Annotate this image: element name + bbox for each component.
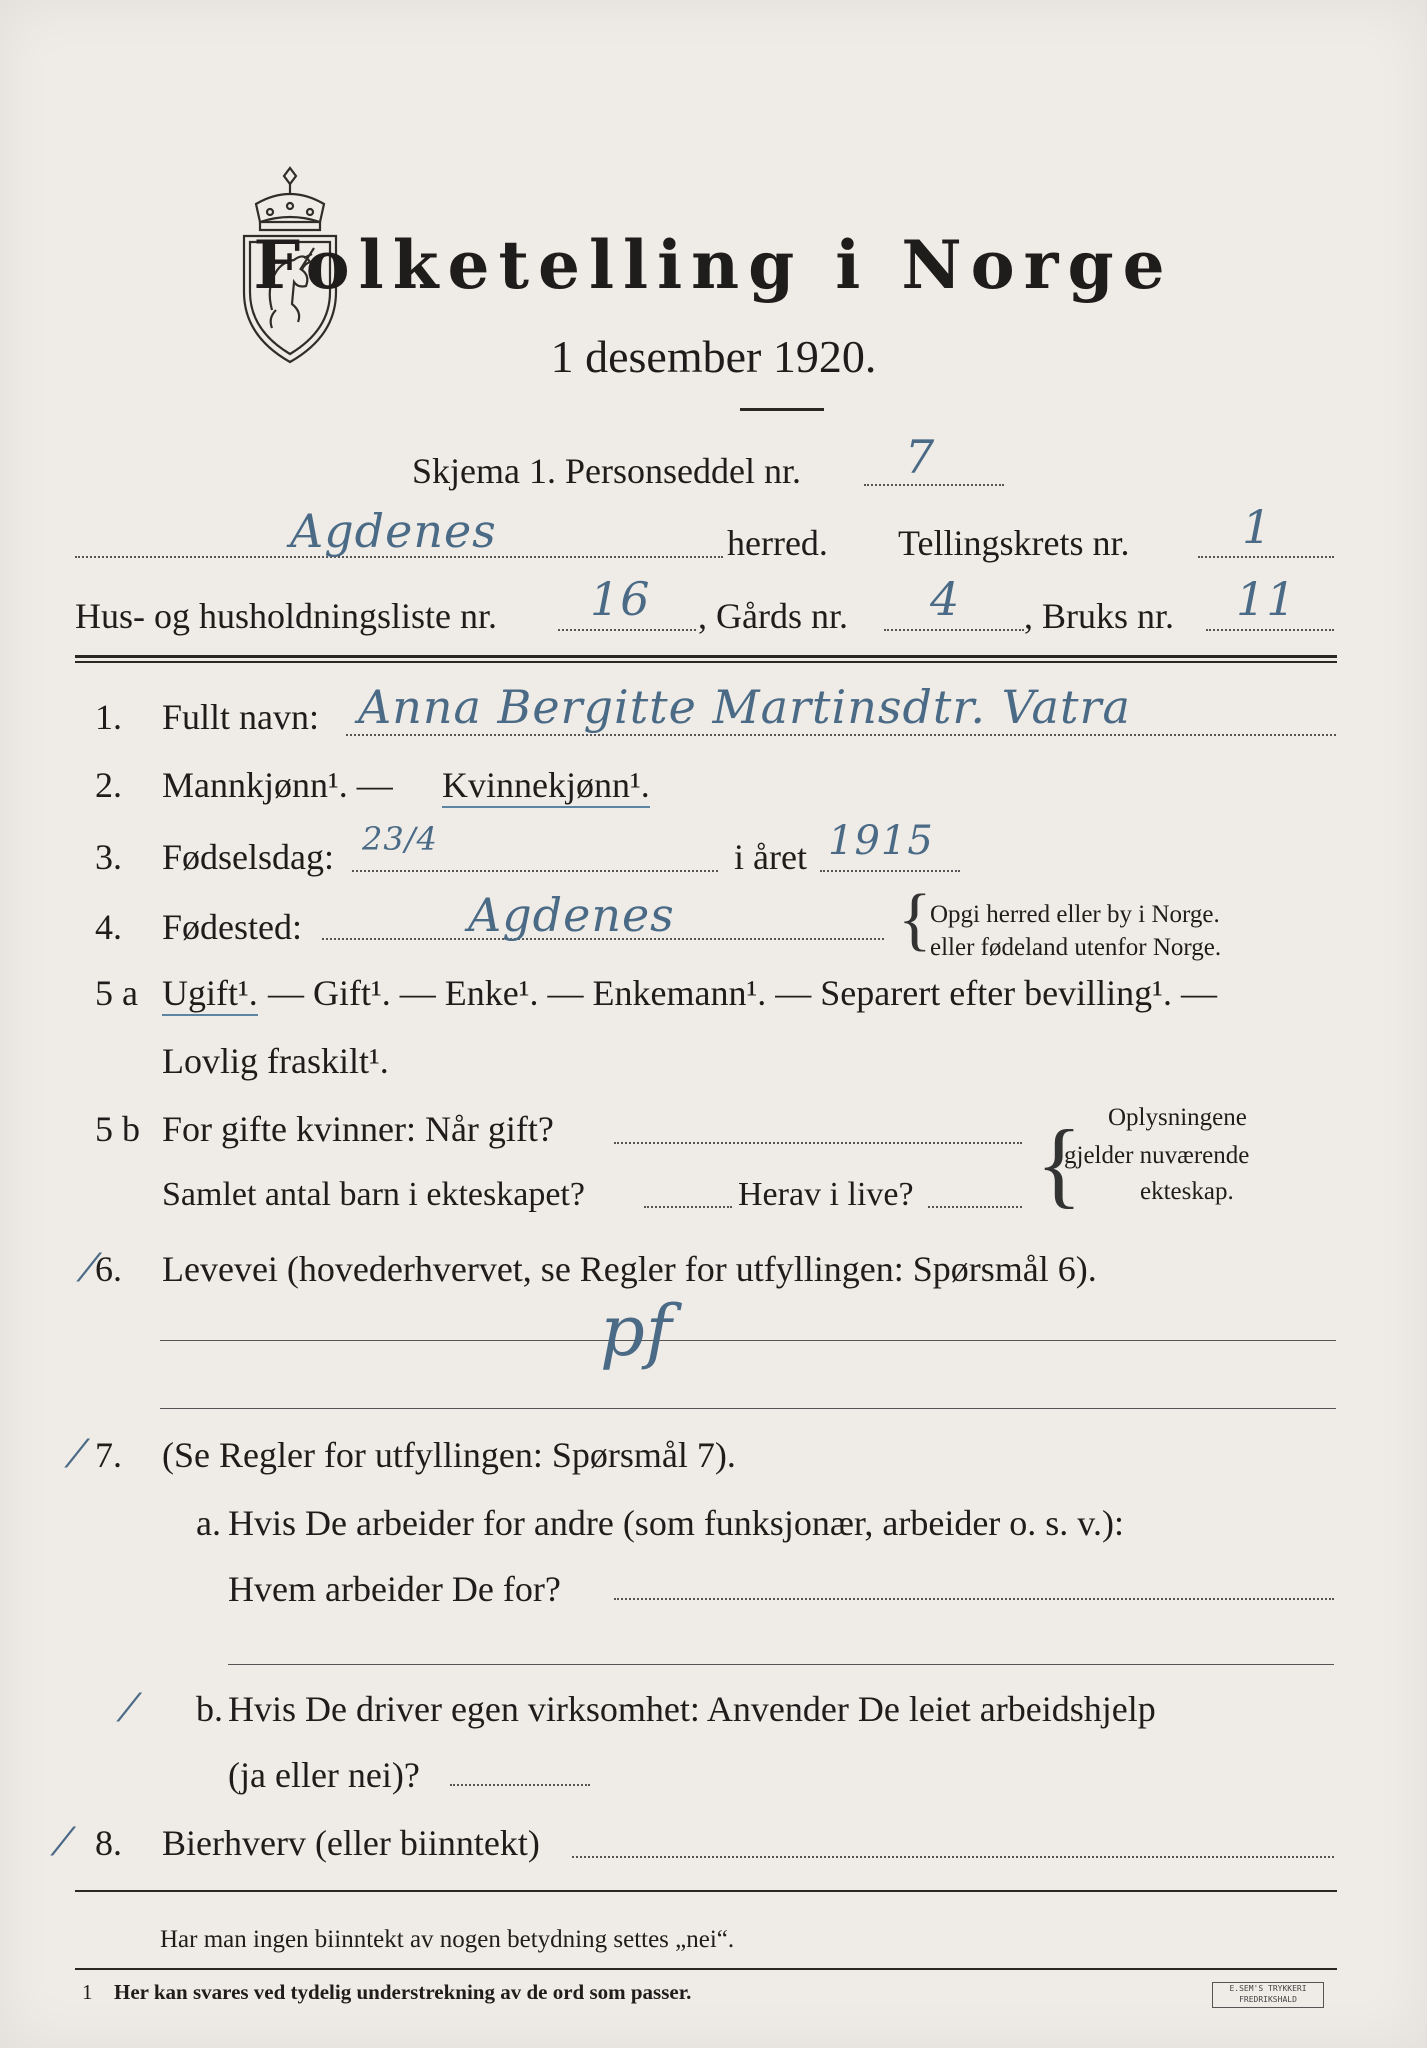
q7a-number: a. (196, 1503, 221, 1543)
tellingskrets-value[interactable]: 1 (1242, 500, 1273, 554)
decorative-rule (740, 408, 824, 411)
occupation-field-line-1 (160, 1340, 1336, 1341)
q7-label: (Se Regler for utfyllingen: Spørsmål 7). (162, 1435, 736, 1475)
footnote-divider (75, 1968, 1337, 1970)
note-brace: { (898, 881, 932, 958)
q4-label: Fødested: (162, 907, 302, 947)
gender-male-option[interactable]: Mannkjønn¹. — (162, 765, 393, 805)
gards-label: , Gårds nr. (698, 596, 848, 636)
check-mark-icon: ⁄ (126, 1686, 133, 1730)
bruks-value[interactable]: 11 (1236, 572, 1297, 626)
status-unmarried-option[interactable]: Ugift¹. (162, 972, 258, 1016)
marriage-note-line1: Oplysningene (1108, 1104, 1247, 1131)
check-mark-icon: ⁄ (86, 1246, 93, 1290)
q1-number: 1. (95, 697, 122, 737)
marriage-note-line3: ekteskap. (1140, 1178, 1234, 1205)
schema-label: Skjema 1. Personseddel nr. (412, 451, 801, 491)
q7b-line2: (ja eller nei)? (228, 1755, 420, 1795)
q8-label: Bierhverv (eller biinntekt) (162, 1823, 540, 1863)
birthday-field-line (352, 870, 718, 872)
marriage-note-line2: gjelder nuværende (1064, 1142, 1250, 1169)
gards-field-line (884, 629, 1024, 631)
husholdningsliste-field-line (558, 629, 696, 631)
bruks-label: , Bruks nr. (1024, 596, 1175, 636)
children-alive-field-line (928, 1206, 1022, 1208)
hired-help-field-line (450, 1784, 590, 1786)
bruks-field-line (1206, 629, 1334, 631)
children-total-field-line (644, 1206, 732, 1208)
form-title: Folketelling i Norge (253, 226, 1174, 304)
footer-divider (75, 1890, 1337, 1892)
occupation-value[interactable]: pf (600, 1290, 673, 1372)
children-alive-label: Herav i live? (738, 1176, 914, 1213)
herred-label: herred. (727, 523, 828, 563)
q5a-number: 5 a (95, 973, 138, 1013)
birth-year-field-line (820, 870, 960, 872)
printer-stamp (1212, 1982, 1324, 2008)
q6-number: 6. (95, 1249, 122, 1289)
section-divider-thin (75, 661, 1337, 663)
herred-value[interactable]: Agdenes (290, 504, 497, 558)
full-name-field-line (346, 734, 1336, 736)
q7b-line1: Hvis De driver egen virksomhet: Anvender De leiet arbeidshjelp (228, 1689, 1156, 1729)
status-divorced-option[interactable]: Lovlig fraskilt¹. (162, 1041, 389, 1081)
check-mark-icon: ⁄ (60, 1820, 67, 1864)
q2-number: 2. (95, 765, 122, 805)
birth-year-value[interactable]: 1915 (828, 818, 934, 864)
q4-number: 4. (95, 907, 122, 947)
side-income-field-line (572, 1856, 1334, 1858)
q7a-line1: Hvis De arbeider for andre (som funksjonær, arbeider o. s. v.): (228, 1503, 1124, 1543)
married-when-field-line (614, 1142, 1022, 1144)
full-name-value[interactable]: Anna Bergitte Martinsdtr. Vatra (358, 680, 1131, 734)
form-date: 1 desember 1920. (550, 331, 877, 382)
q7b-number: b. (196, 1689, 223, 1729)
no-income-note: Har man ingen biinntekt av nogen betydning settes „nei“. (160, 1926, 735, 1953)
birthplace-note-line1: Opgi herred eller by i Norge. (930, 901, 1220, 928)
footnote-number: 1 (82, 1980, 93, 2004)
birthplace-note-line2: eller fødeland utenfor Norge. (930, 934, 1222, 961)
q1-label: Fullt navn: (162, 697, 320, 737)
employer-field-line-2 (228, 1664, 1334, 1665)
husholdningsliste-value[interactable]: 16 (590, 572, 651, 626)
husholdningsliste-label: Hus- og husholdningsliste nr. (75, 596, 498, 636)
children-total-label: Samlet antal barn i ekteskapet? (162, 1176, 585, 1213)
marital-status-options[interactable]: — Gift¹. — Enke¹. — Enkemann¹. — Separert efter bevilling¹. — (268, 973, 1217, 1013)
occupation-field-line-2 (160, 1408, 1336, 1409)
q5b-number: 5 b (95, 1109, 140, 1149)
married-women-when-label: For gifte kvinner: Når gift? (162, 1109, 554, 1149)
birthday-value[interactable]: 23/4 (362, 820, 438, 858)
footnote-text: Her kan svares ved tydelig understrekning av de ord som passer. (114, 1980, 692, 2004)
check-mark-icon: ⁄ (74, 1432, 81, 1476)
gards-value[interactable]: 4 (930, 572, 961, 626)
printer-stamp-line1: E.SEM'S TRYKKERI (1229, 1984, 1307, 1993)
employer-field-line (614, 1598, 1334, 1600)
q3-label: Fødselsdag: (162, 837, 335, 877)
gender-female-option[interactable]: Kvinnekjønn¹. (442, 764, 650, 808)
q7a-line2: Hvem arbeider De for? (228, 1569, 561, 1609)
note-brace: { (1036, 1110, 1083, 1217)
year-label: i året (734, 837, 807, 877)
tellingskrets-label: Tellingskrets nr. (898, 523, 1130, 563)
birthplace-value[interactable]: Agdenes (468, 888, 675, 942)
personseddel-field-line (864, 484, 1004, 486)
personseddel-number-value[interactable]: 7 (905, 430, 936, 484)
printer-stamp-line2: FREDRIKSHALD (1239, 1995, 1297, 2004)
q6-label: Levevei (hovederhvervet, se Regler for utfyllingen: Spørsmål 6). (162, 1249, 1097, 1289)
section-divider (75, 655, 1337, 658)
q3-number: 3. (95, 837, 122, 877)
q8-number: 8. (95, 1823, 122, 1863)
q7-number: 7. (95, 1435, 122, 1475)
tellingskrets-field-line (1198, 556, 1334, 558)
